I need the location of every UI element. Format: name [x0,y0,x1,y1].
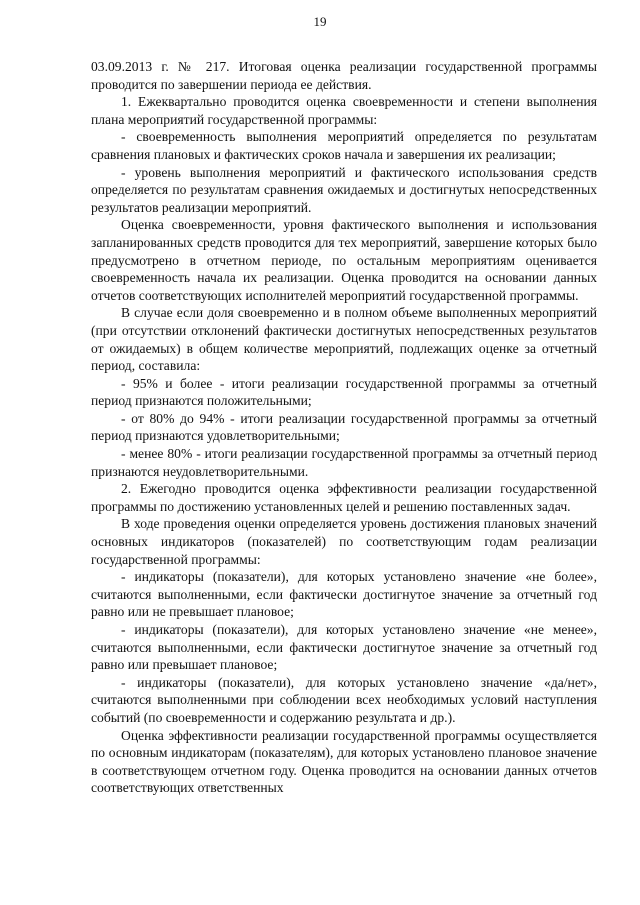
paragraph-efficiency: Оценка эффективности реализации государственной программы осуществляется по основным индикаторам (показателям), для которых установлено плановое значение в соответствующем отчетном году. Оценка проводится на основании данных отчетов соответствующих ответственных [91,727,597,796]
paragraph-intro: 03.09.2013 г. № 217. Итоговая оценка реализации государственной программы проводится по завершении периода ее действия. [91,59,597,92]
paragraph-annual: 2. Ежегодно проводится оценка эффективности реализации государственной программы по достижению установленных целей и решению поставленных задач. [91,481,597,514]
paragraph-quarterly: 1. Ежеквартально проводится оценка своевременности и степени выполнения плана мероприятий государственной программы: [91,94,597,127]
list-item-timeliness: - своевременность выполнения мероприятий определяется по результатам сравнения плановых и фактических сроков начала и завершения их реализации; [91,129,597,162]
list-item-80-94-percent: - от 80% до 94% - итоги реализации государственной программы за отчетный период признаются удовлетворительными; [91,410,597,444]
list-item-not-more: - индикаторы (показатели), для которых установлено значение «не более», считаются выполненными, если фактически достигнутое значение за отчетный год равно или не превышает плановое; [91,569,597,620]
list-item-below-80-percent: - менее 80% - итоги реализации государственной программы за отчетный период признаются неудовлетворительными. [91,446,597,479]
list-item-yes-no: - индикаторы (показатели), для которых установлено значение «да/нет», считаются выполненными при соблюдении всех необходимых условий наступления событий (по своевременности и содержанию результата и др.). [91,674,597,725]
page-number: 19 [313,14,327,29]
paragraph-indicators-intro: В ходе проведения оценки определяется уровень достижения плановых значений основных индикаторов (показателей) по соответствующим годам реализации государственной программы: [91,516,597,567]
list-item-not-less: - индикаторы (показатели), для которых установлено значение «не менее», считаются выполненными, если фактически достигнутое значение за отчетный год равно или превышает плановое; [91,622,597,673]
list-item-95-percent: - 95% и более - итоги реализации государственной программы за отчетный период признаются положительными; [91,375,597,409]
paragraph-assessment-scope: Оценка своевременности, уровня фактического выполнения и использования запланированных средств проводится для тех мероприятий, завершение которых было предусмотрено в отчетном периоде, по остальным мероприятиям оценивается своевременность начала их реализации. Оценка проводится на основании данных отчетов соответствующих исполнителей мероприятий государственной программы. [91,217,597,303]
paragraph-share-condition: В случае если доля своевременно и в полном объеме выполненных мероприятий (при отсутствии отклонений фактически достигнутых непосредственных результатов от ожидаемых) в общем количестве мероприятий, подлежащих оценке за отчетный период, составила: [91,305,597,374]
document-body [91,58,597,797]
list-item-execution-level: - уровень выполнения мероприятий и фактического использования средств определяется по результатам сравнения ожидаемых и достигнутых непосредственных результатов реализации мероприятий. [91,164,597,215]
